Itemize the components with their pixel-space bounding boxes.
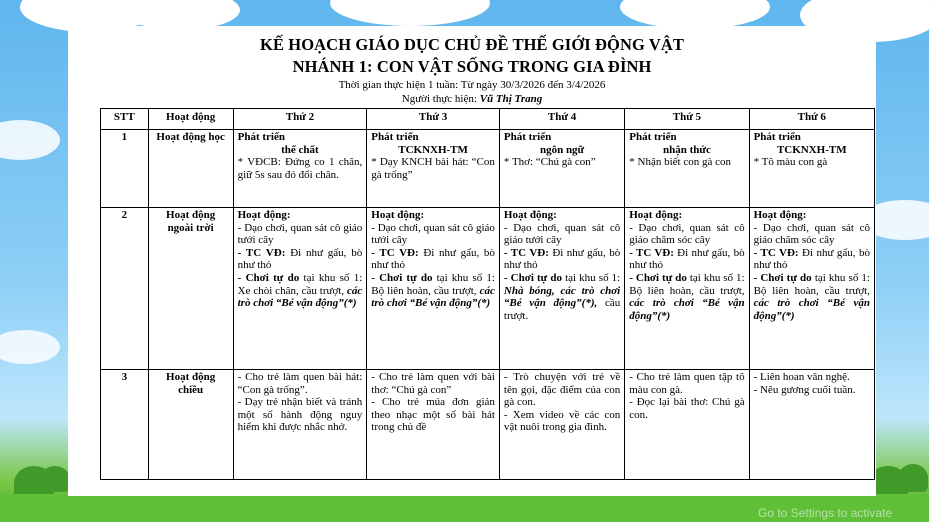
tcvd-text: Đi như gấu, bò như thỏ xyxy=(753,246,870,272)
row-number: 2 xyxy=(101,208,149,370)
activity-label: Hoạt động: xyxy=(629,209,683,221)
table-cell xyxy=(367,370,500,480)
cell-text xyxy=(238,272,363,310)
table-cell xyxy=(625,130,749,208)
free-play-text: cầu trượt. xyxy=(503,297,621,322)
cell-text: - Trò chuyện với trẻ về tên gọi, đặc điểm của con gà con. xyxy=(503,371,621,409)
header-day: Thứ 2 xyxy=(233,109,367,130)
cell-text: - Dạo chơi, quan sát cô giáo tưới cây xyxy=(503,221,621,247)
table-cell xyxy=(233,130,367,208)
cell-text: - Dạo chơi, quan sát cô giáo tưới cây xyxy=(371,221,495,247)
table-cell xyxy=(749,208,874,370)
cell-text xyxy=(629,272,744,322)
table-cell xyxy=(499,130,624,208)
subject-name: ngôn ngữ xyxy=(539,143,585,156)
tcvd-label: - TC VĐ: xyxy=(237,246,286,259)
table-cell xyxy=(749,370,874,480)
cell-text xyxy=(238,247,363,272)
cell-text: * Dạy KNCH bài hát: “Con gà trống” xyxy=(371,156,495,181)
background-cloud xyxy=(620,0,770,29)
cell-text xyxy=(504,272,620,322)
table-cell xyxy=(367,130,500,208)
row-activity: Hoạt động ngoài trời xyxy=(148,208,233,370)
document-page xyxy=(68,26,876,496)
background-tree xyxy=(898,464,928,492)
header-day: Thứ 6 xyxy=(749,109,874,130)
tcvd-text: Đi như gấu, bò như thỏ xyxy=(629,246,745,272)
free-play-games: các trò chơi “Bé vận động”(*) xyxy=(237,284,363,310)
cell-text xyxy=(754,247,870,272)
table-row xyxy=(101,208,875,370)
plan-table xyxy=(100,108,875,480)
activation-watermark-title: Activate Windows xyxy=(758,483,877,500)
cell-text xyxy=(371,247,495,272)
table-cell xyxy=(749,130,874,208)
activity-label: Hoạt động: xyxy=(503,209,557,221)
subject-label: Phát triển xyxy=(503,131,552,143)
free-play-text: tại khu số 1: Bộ liên hoàn, cầu trượt, xyxy=(629,271,745,297)
tcvd-label: - TC VĐ: xyxy=(371,246,419,259)
free-play-games: Nhà bóng, các trò chơi “Bé vận động”(*), xyxy=(503,284,621,310)
table-row xyxy=(101,370,875,480)
free-play-label: - Chơi tự do xyxy=(503,271,562,284)
cell-text: - Dạo chơi, quan sát cô giáo chăm sóc cây xyxy=(753,221,870,247)
row-number: 3 xyxy=(101,370,149,480)
activity-label: Hoạt động: xyxy=(237,209,291,221)
free-play-label: - Chơi tự do xyxy=(371,271,433,284)
cell-text xyxy=(371,272,495,310)
cell-text: * Thơ: “Chú gà con” xyxy=(503,156,596,169)
header-activity: Hoạt động xyxy=(148,109,233,130)
plan-time: Thời gian thực hiện 1 tuần: Từ ngày 30/3/2026 đến 3/4/2026 xyxy=(338,79,606,91)
free-play-text: tại khu số 1: Bộ liên hoàn, cầu trượt, xyxy=(753,271,870,297)
tcvd-text: Đi như gấu, bò như thỏ xyxy=(371,246,495,272)
header-day: Thứ 4 xyxy=(499,109,624,130)
plan-branch-title: NHÁNH 1: CON VẬT SỐNG TRONG GIA ĐÌNH xyxy=(292,57,652,76)
free-play-games: các trò chơi “Bé vận động”(*) xyxy=(371,284,495,310)
header-stt: STT xyxy=(101,109,149,130)
tcvd-text: Đi như gấu, bò như thỏ xyxy=(237,246,363,272)
free-play-label: - Chơi tự do xyxy=(629,271,687,284)
activity-label: Hoạt động: xyxy=(371,209,425,221)
cell-text xyxy=(629,247,744,272)
background-cloud xyxy=(0,330,60,364)
performer-name: Vũ Thị Trang xyxy=(479,93,543,105)
free-play-text: tại khu số 1: xyxy=(565,271,621,284)
table-cell xyxy=(499,208,624,370)
cell-text: - Xem video về các con vật nuôi trong gia đình. xyxy=(503,408,621,434)
table-cell xyxy=(499,370,624,480)
cell-text: - Cho trẻ làm quen bài hát: “Con gà trống”. xyxy=(237,371,363,396)
plan-title: KẾ HOẠCH GIÁO DỤC CHỦ ĐỀ THẾ GIỚI ĐỘNG VẬT xyxy=(260,35,684,54)
subject-label: Phát triển xyxy=(753,131,801,143)
table-cell xyxy=(625,208,749,370)
subject-name: nhận thức xyxy=(662,143,711,156)
row-activity: Hoạt động học xyxy=(148,130,233,208)
tcvd-text: Đi như gấu, bò như thỏ xyxy=(503,246,621,272)
table-cell xyxy=(367,208,500,370)
cell-text: * Tô màu con gà xyxy=(753,156,828,169)
header-day: Thứ 5 xyxy=(625,109,749,130)
header-day: Thứ 3 xyxy=(367,109,500,130)
cell-text: - Cho trẻ làm quen tập tô màu con gà. xyxy=(629,371,745,396)
free-play-label: - Chơi tự do xyxy=(237,271,300,284)
tcvd-label: - TC VĐ: xyxy=(629,246,674,259)
row-number: 1 xyxy=(101,130,149,208)
table-cell xyxy=(233,208,367,370)
free-play-text: tại khu số 1: Xe chòi chân, cầu trượt, xyxy=(237,271,363,297)
background-cloud xyxy=(0,120,60,160)
activity-label: Hoạt động: xyxy=(753,209,807,221)
tcvd-label: - TC VĐ: xyxy=(753,246,799,259)
free-play-label: - Chơi tự do xyxy=(753,271,812,284)
subject-label: Phát triển xyxy=(237,131,285,143)
row-activity: Hoạt động chiều xyxy=(148,370,233,480)
cell-text: - Dạy trẻ nhận biết và tránh một số hành động nguy hiểm khi được nhắc nhở. xyxy=(237,396,363,434)
subject-name: TCKNXH-TM xyxy=(776,143,847,156)
subject-label: Phát triển xyxy=(629,131,677,143)
cell-text: - Cho trẻ làm quen với bài thơ: “Chú gà con” xyxy=(371,371,495,396)
cell-text: - Nêu gương cuối tuần. xyxy=(753,383,856,396)
cell-text: - Cho trẻ múa đơn giản theo nhạc một số bài hát trong chủ đề xyxy=(371,396,495,434)
background-tree xyxy=(40,466,70,492)
cell-text: * VĐCB: Đứng co 1 chân, giữ 5s sau đó đổi chân. xyxy=(237,156,363,181)
tcvd-label: - TC VĐ: xyxy=(503,246,549,259)
table-row xyxy=(101,130,875,208)
table-cell xyxy=(233,370,367,480)
subject-name: TCKNXH-TM xyxy=(398,143,468,156)
cell-text: - Dạo chơi, quan sát cô giáo chăm sóc cây xyxy=(629,221,745,247)
subject-name: thể chất xyxy=(281,143,319,156)
cell-text xyxy=(504,247,620,272)
cell-text: * Nhận biết con gà con xyxy=(629,156,731,169)
free-play-games: các trò chơi “Bé vận động”(*) xyxy=(629,297,745,322)
table-cell xyxy=(625,370,749,480)
cell-text: - Liên hoan văn nghệ. xyxy=(753,371,850,383)
subject-label: Phát triển xyxy=(371,131,419,143)
cell-text: - Đọc lại bài thơ: Chú gà con. xyxy=(629,396,745,421)
free-play-text: tại khu số 1: Bộ liên hoàn, cầu trượt, xyxy=(371,271,495,297)
performer-label: Người thực hiện: xyxy=(401,93,477,105)
plan-performer xyxy=(78,92,866,106)
activation-watermark-subtitle: Go to Settings to activate xyxy=(758,506,893,520)
table-header-row xyxy=(101,109,875,130)
free-play-games: các trò chơi “Bé vận động”(*) xyxy=(753,297,870,322)
cell-text: - Dạo chơi, quan sát cô giáo tưới cây xyxy=(237,221,363,247)
cell-text xyxy=(754,272,870,322)
background-cloud xyxy=(330,0,490,26)
